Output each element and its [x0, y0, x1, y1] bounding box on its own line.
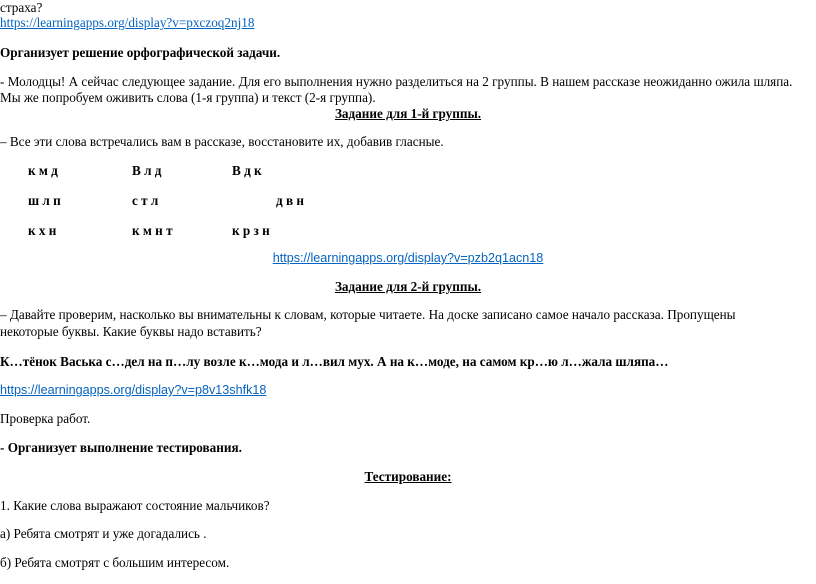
heading-testing: - Организует выполнение тестирования. — [0, 440, 242, 455]
task1-instruction: – Все эти слова встречались вам в рассказе, восстановите их, добавив гласные. — [0, 134, 444, 149]
link-text[interactable]: https://learningapps.org/display?v=p8v13shfk18 — [0, 383, 267, 397]
grid-cell: В д к — [232, 163, 262, 178]
grid-cell: к р з н — [232, 223, 270, 238]
task2-title: Задание для 2-й группы. — [334, 279, 482, 294]
link-learningapps-3[interactable] — [0, 382, 266, 398]
link-learningapps-2[interactable] — [0, 250, 816, 266]
paragraph-line: Мы же попробуем оживить слова (1-я группа) и текст (2-я группа). — [0, 90, 376, 105]
task2-text-line: некоторые буквы. Какие буквы надо вставить? — [0, 324, 262, 339]
paragraph-line: - Молодцы! А сейчас следующее задание. Для его выполнения нужно разделиться на 2 группы. В нашем рассказе неожиданно ожила шляпа. — [0, 74, 793, 89]
grid-cell: В л д — [132, 163, 162, 178]
check-text: Проверка работ. — [0, 411, 91, 426]
grid-cell: к м н т — [132, 223, 173, 238]
question-1: 1. Какие слова выражают состояние мальчиков? — [0, 498, 270, 513]
task2-text-line: – Давайте проверим, насколько вы внимательны к словам, которые читаете. На доске записано самое начало рассказа. Пропущены — [0, 307, 736, 322]
test-title: Тестирование: — [364, 469, 452, 484]
link-learningapps-1[interactable] — [0, 15, 254, 31]
grid-cell: к м д — [28, 163, 58, 178]
text-line: страха? — [0, 0, 43, 15]
task1-title: Задание для 1-й группы. — [334, 106, 482, 121]
grid-cell: к х н — [28, 223, 57, 238]
grid-cell: д в н — [276, 193, 304, 208]
heading-orthography: Организует решение орфографической задачи. — [0, 45, 281, 60]
story-fill-in: К…тёнок Васька с…дел на п…лу возле к…мода и л…вил мух. А на к…моде, на самом кр…ю л…жала шляпа… — [0, 354, 669, 369]
answer-b: б) Ребята смотрят с большим интересом. — [0, 555, 230, 570]
grid-cell: с т л — [132, 193, 159, 208]
grid-cell: ш л п — [28, 193, 61, 208]
answer-a: а) Ребята смотрят и уже догадались . — [0, 526, 207, 541]
link-text[interactable]: https://learningapps.org/display?v=pxczoq2nj18 — [0, 15, 255, 30]
link-text[interactable]: https://learningapps.org/display?v=pzb2q1acn18 — [272, 251, 544, 265]
